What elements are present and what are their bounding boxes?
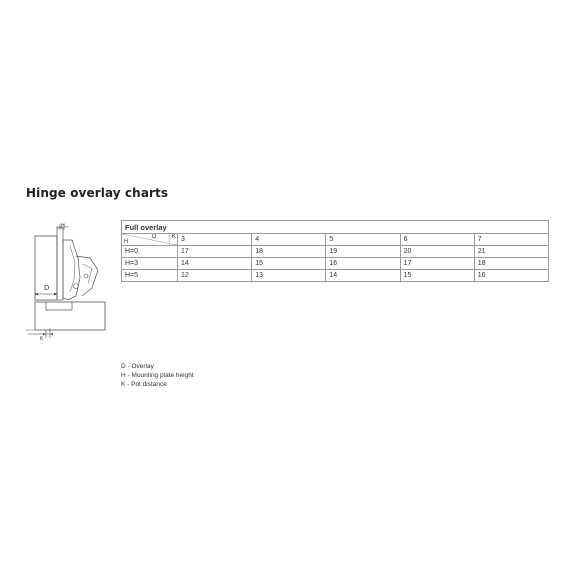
table-cell: 16 [474,270,548,282]
legend [121,362,194,389]
table-cell: 13 [252,270,326,282]
diagram-label-k: K [40,336,44,342]
k-header: 7 [474,234,548,246]
legend-item: H - Mounting plate height [121,372,194,379]
table-cell: 18 [474,258,548,270]
table-cell: 17 [400,258,474,270]
table-cell: 19 [326,246,400,258]
table-cell: 14 [178,258,252,270]
diagram-label-d: D [44,284,50,292]
table-row [122,258,549,270]
k-header: 6 [400,234,474,246]
corner-label-k: K [172,234,177,240]
corner-label-d: D [152,234,157,240]
k-header: 3 [178,234,252,246]
table-cell: 20 [400,246,474,258]
corner-cell [122,234,178,246]
k-header: 5 [326,234,400,246]
overlay-chart-table [121,220,549,282]
k-header: 4 [252,234,326,246]
table-row [122,246,549,258]
table-cell: 18 [252,246,326,258]
page-title: Hinge overlay charts [26,186,169,200]
legend-item: K - Pot distance [121,381,167,388]
table-cell: 15 [252,258,326,270]
corner-label-h: H [124,239,129,245]
table-cell: 12 [178,270,252,282]
table-cell: 16 [326,258,400,270]
row-label: H=3 [122,258,178,270]
table-cell: 17 [178,246,252,258]
table-cell: 14 [326,270,400,282]
table-heading: Full overlay [122,221,549,234]
table-heading-row [122,221,549,234]
hinge-diagram [20,218,116,348]
row-label: H=5 [122,270,178,282]
table-header-row [122,234,549,246]
diagram-label-h: H [61,223,65,229]
table-row [122,270,549,282]
legend-item: D - Overlay [121,363,154,370]
table-cell: 21 [474,246,548,258]
row-label: H=0 [122,246,178,258]
table-cell: 15 [400,270,474,282]
